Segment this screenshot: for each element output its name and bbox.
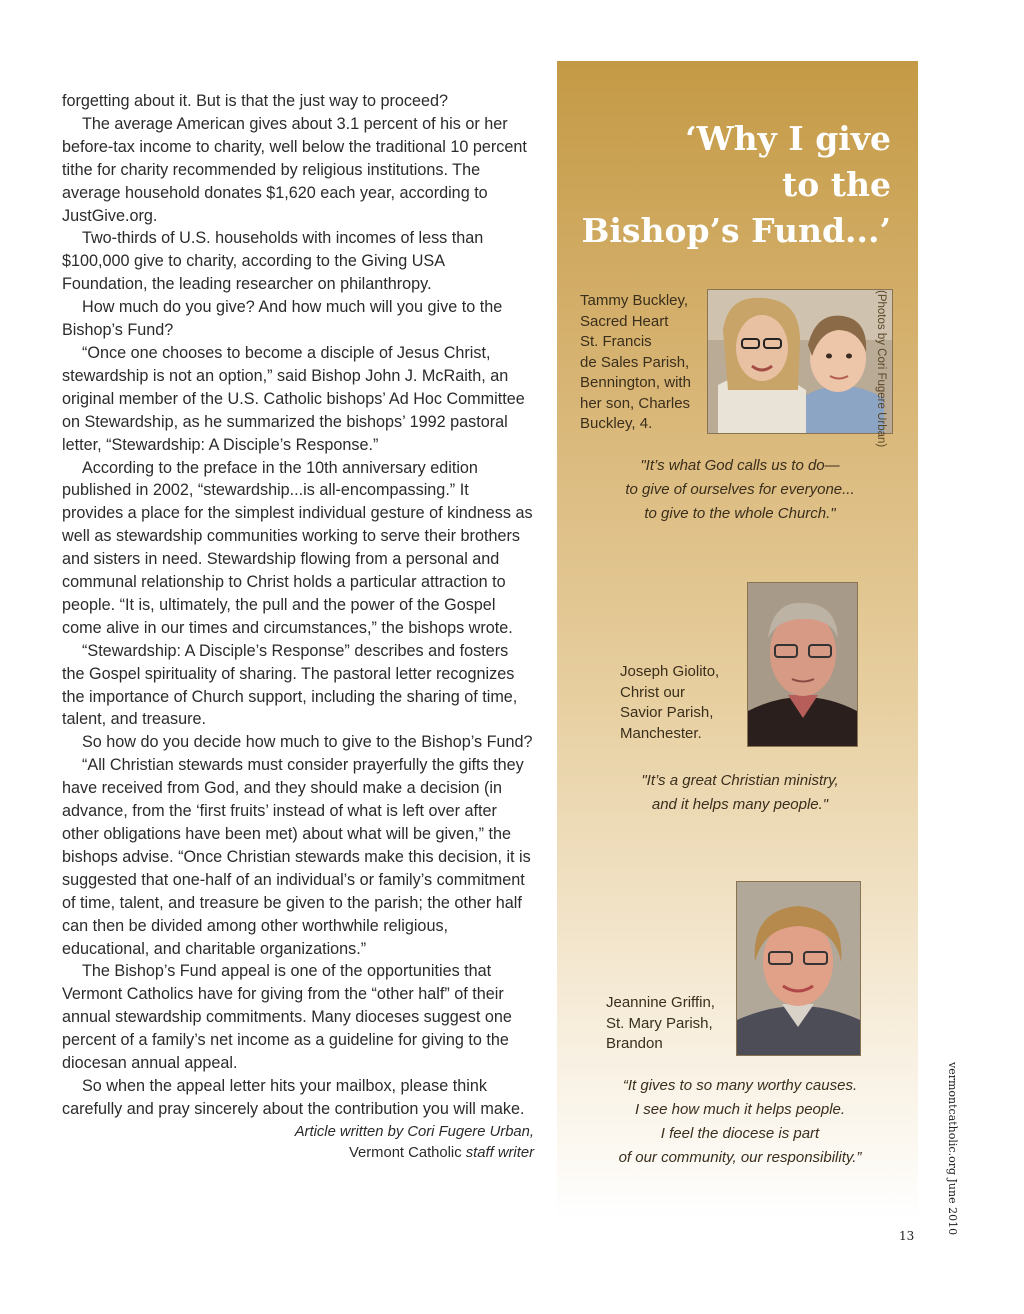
article-paragraph: “Once one chooses to become a disciple of Jesus Christ, stewardship is not an option,” said Bishop John J. McRaith, an original member of the U.S. Catholic bishops’ Ad Hoc Committee on Stewardship, as he summarized the bishops’ 1992 pastoral letter, “Stewardship: A Disciple’s Response.” (62, 343, 525, 454)
article-paragraph: “Stewardship: A Disciple’s Response” describes and fosters the Gospel spirituality of sharing. The pastoral letter recognizes the importance of Church support, including the sharing of time, talent, and treasure. (62, 641, 518, 729)
profile-caption-joseph-giolito (620, 662, 745, 744)
family-portrait-icon (708, 290, 892, 433)
woman-portrait-icon (737, 882, 860, 1055)
caption-line: Bennington, with (580, 374, 691, 391)
article-paragraph: forgetting about it. But is that the just way to proceed? (62, 92, 449, 110)
quote-line: “It gives to so many worthy causes. (622, 1077, 858, 1094)
quote-line: I see how much it helps people. (634, 1101, 846, 1118)
caption-line: Joseph Giolito, (620, 663, 720, 680)
sidebar-title-line: ‘Why I give (685, 119, 891, 158)
quote-line: I feel the diocese is part (660, 1125, 820, 1142)
caption-line: Brandon (606, 1035, 663, 1052)
caption-line: St. Mary Parish, (606, 1014, 713, 1032)
caption-line: Tammy Buckley, (580, 292, 689, 309)
caption-line: Buckley, 4. (580, 415, 653, 432)
caption-line: de Sales Parish, (580, 353, 690, 371)
folio (944, 1062, 962, 1236)
sidebar-title-line: Bishop’s Fund...’ (581, 211, 891, 250)
article-paragraph: How much do you give? And how much will you give to the Bishop’s Fund? (62, 298, 503, 340)
profile-quote-joseph-giolito (570, 769, 910, 817)
jeannine-griffin-photo (736, 881, 861, 1056)
article-paragraph: According to the preface in the 10th anniversary edition published in 2002, “stewardship...is all-encompassing.” It provides a place for the simplest individual gesture of kindness as well as stewardship communities working to serve their brothers and sisters in need. Stewardship flowing from a personal and communal relationship to Christ holds a particular attraction to people. “It is, ultimately, the pull and the power of the Gospel come alive in our times and circumstances,” the bishops wrote. (62, 458, 533, 637)
byline (62, 1122, 534, 1164)
article-paragraph: So how do you decide how much to give to the Bishop’s Fund? (82, 733, 533, 752)
sidebar-title (581, 116, 891, 254)
article-paragraph: The average American gives about 3.1 percent of his or her before-tax income to charity, well below the traditional 10 percent tithe for charity recommended by religious institutions. The average household donates $1,620 each year, according to JustGive.org. (62, 114, 527, 225)
quote-line: of our community, our responsibility.” (618, 1149, 862, 1166)
caption-line: Sacred Heart (580, 312, 669, 330)
byline-role (62, 1143, 534, 1164)
profile-caption-tammy-buckley (580, 291, 705, 435)
quote-line: "It’s a great Christian ministry, (641, 772, 839, 789)
caption-line: St. Francis (580, 333, 652, 350)
article-paragraph: Two-thirds of U.S. households with incomes of less than $100,000 give to charity, according to the Giving USA Foundation, the leading researcher on philanthropy. (62, 229, 484, 294)
profile-quote-jeannine-griffin (570, 1074, 910, 1170)
article-paragraph: The Bishop’s Fund appeal is one of the opportunities that Vermont Catholics have for giving from the “other half” of their annual stewardship commitments. Many dioceses suggest one percent of a family’s net income as a guideline for giving to the diocesan annual appeal. (62, 962, 512, 1073)
photo-credit-text: (Photos by Cori Fugere Urban) (875, 290, 887, 448)
man-portrait-icon (748, 583, 857, 746)
article-body (62, 90, 534, 1164)
joseph-giolito-photo (747, 582, 858, 747)
caption-line: Jeannine Griffin, (606, 994, 715, 1011)
sidebar-title-line: to the (782, 165, 891, 204)
article-paragraph: “All Christian stewards must consider prayerfully the gifts they have received from God, and they should make a decision (in advance, from the ‘first fruits’ instead of what is left over after other obligations have been met) about what will be given,” the bishops advise. “Once Christian stewards make this decision, it is suggested that one-half of an individual’s or family’s commitment of time, talent, and treasure be given to the parish; the other half can then be divided among other worthwhile religious, educational, and charitable organizations.” (62, 756, 531, 958)
quote-line: to give of ourselves for everyone... (625, 481, 855, 498)
caption-line: Christ our (620, 683, 686, 701)
byline-title: staff writer (465, 1144, 534, 1161)
quote-line: to give to the whole Church." (644, 505, 836, 522)
byline-publication: Vermont Catholic (348, 1144, 462, 1161)
caption-line: Manchester. (620, 724, 702, 742)
quote-line: "It’s what God calls us to do— (640, 457, 840, 474)
caption-line: Savior Parish, (620, 704, 714, 721)
photo-credit (872, 290, 892, 448)
article-paragraph: So when the appeal letter hits your mailbox, please think carefully and pray sincerely about the contribution you will make. (62, 1076, 525, 1118)
page-number: 13 (899, 1229, 915, 1243)
profile-caption-jeannine-griffin (606, 993, 734, 1055)
caption-line: her son, Charles (580, 394, 691, 412)
folio-text: vermontcatholic.org June 2010 (946, 1062, 959, 1236)
profile-quote-tammy-buckley (570, 454, 910, 526)
quote-line: and it helps many people." (651, 796, 829, 813)
byline-author: Article written by Cori Fugere Urban, (294, 1123, 534, 1140)
tammy-buckley-photo (707, 289, 893, 434)
